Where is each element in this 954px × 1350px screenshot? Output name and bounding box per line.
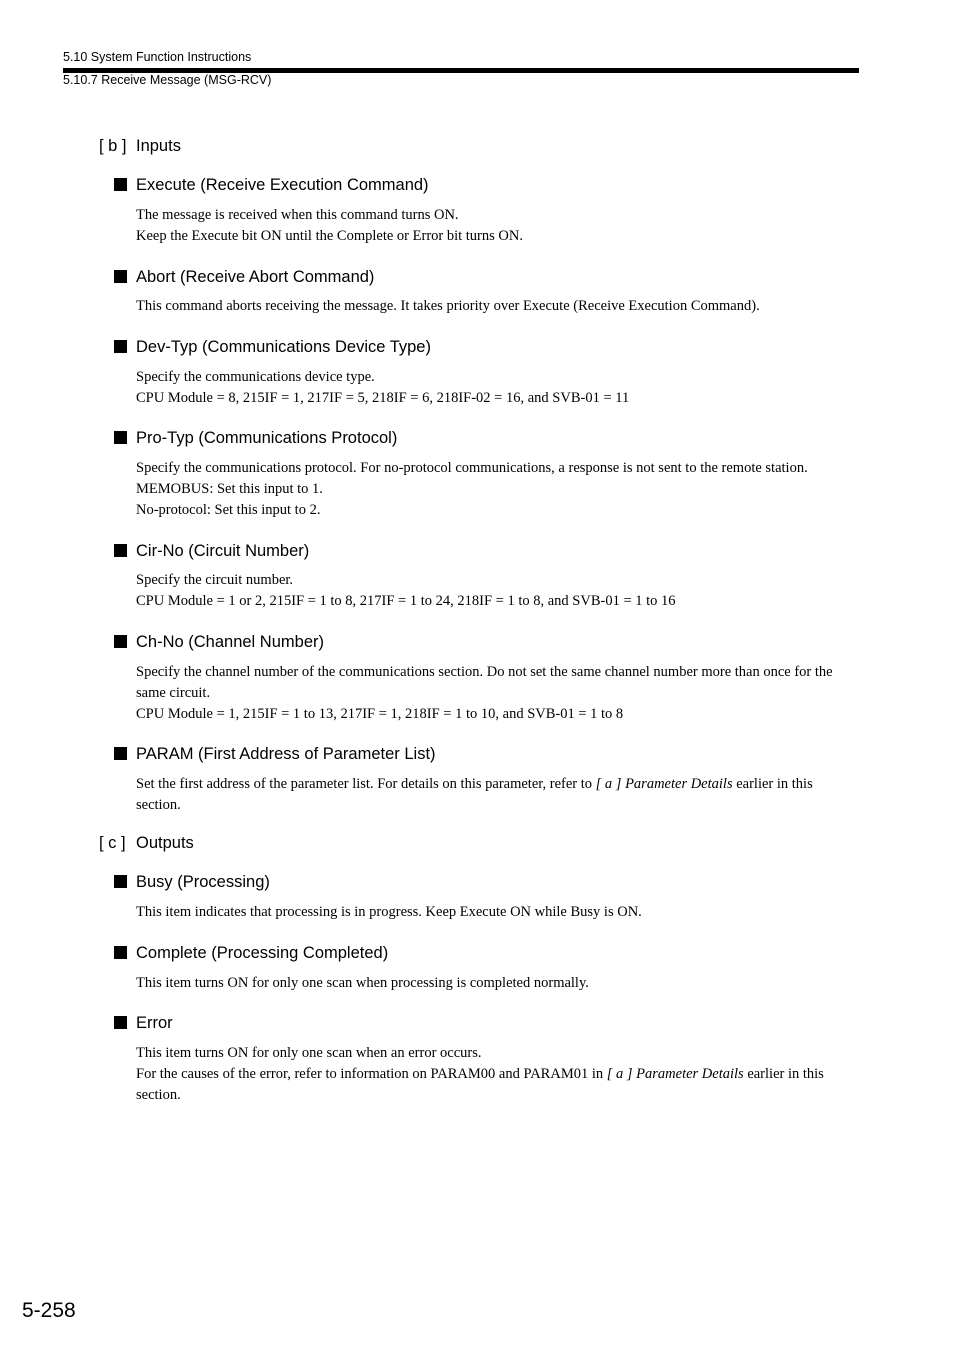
item-title: Dev-Typ (Communications Device Type) [136,338,431,356]
item-heading-devtyp [114,338,431,357]
section-tag: [ c ] [99,834,126,852]
square-bullet-icon [114,875,127,888]
section-heading-outputs [99,834,194,853]
body-text: Set the first address of the parameter list. For details on this parameter, refer to [136,776,596,792]
item-title: Execute (Receive Execution Command) [136,176,429,194]
body-line: CPU Module = 1 or 2, 215IF = 1 to 8, 217IF = 1 to 24, 218IF = 1 to 8, and SVB-01 = 1 to 16 [136,593,676,609]
square-bullet-icon [114,635,127,648]
item-body-execute [136,205,858,247]
body-line: Specify the communications protocol. For no-protocol communications, a response is not sent to the remote station. [136,460,808,476]
item-body-abort [136,296,858,317]
body-text: earlier in this section. [136,1066,824,1103]
body-line: Keep the Execute bit ON until the Complete or Error bit turns ON. [136,228,523,244]
body-line [136,1064,858,1106]
item-body-cirno [136,570,858,612]
item-heading-protyp [114,429,397,448]
item-body-devtyp [136,367,858,409]
item-body-busy [136,902,858,923]
section-title: Inputs [136,137,181,155]
item-body-chno [136,662,858,725]
body-line: CPU Module = 8, 215IF = 1, 217IF = 5, 218IF = 6, 218IF-02 = 16, and SVB-01 = 11 [136,390,630,406]
body-line: MEMOBUS: Set this input to 1. [136,481,323,497]
square-bullet-icon [114,340,127,353]
item-heading-abort [114,268,374,287]
item-heading-chno [114,633,324,652]
item-heading-error [114,1014,173,1033]
square-bullet-icon [114,747,127,760]
square-bullet-icon [114,431,127,444]
body-line: The message is received when this command turns ON. [136,207,459,223]
square-bullet-icon [114,178,127,191]
body-line: This item turns ON for only one scan when processing is completed normally. [136,975,589,991]
header-section-title: 5.10 System Function Instructions [63,50,252,64]
body-line: No-protocol: Set this input to 2. [136,502,321,518]
section-heading-inputs [99,137,181,156]
item-title: Complete (Processing Completed) [136,944,389,962]
parameter-details-reference: [ a ] Parameter Details [606,1066,744,1082]
section-title: Outputs [136,834,194,852]
item-title: Pro-Typ (Communications Protocol) [136,429,398,447]
item-heading-busy [114,873,270,892]
body-line: This command aborts receiving the message. It takes priority over Execute (Receive Execution Command). [136,298,760,314]
body-line: Specify the communications device type. [136,369,375,385]
item-title: Ch-No (Channel Number) [136,633,324,651]
body-text: earlier in this section. [136,776,813,813]
body-line: Specify the channel number of the communications section. Do not set the same channel number more than once for the same circuit. [136,664,833,701]
body-line: This item indicates that processing is in progress. Keep Execute ON while Busy is ON. [136,904,642,920]
item-body-error [136,1043,858,1106]
square-bullet-icon [114,1016,127,1029]
item-title: Abort (Receive Abort Command) [136,268,375,286]
item-body-param [136,774,858,816]
item-body-complete [136,973,858,994]
body-line [136,774,858,816]
square-bullet-icon [114,544,127,557]
body-line: CPU Module = 1, 215IF = 1 to 13, 217IF = 1, 218IF = 1 to 10, and SVB-01 = 1 to 8 [136,706,624,722]
item-title: PARAM (First Address of Parameter List) [136,745,436,763]
section-tag: [ b ] [99,137,127,155]
parameter-details-reference: [ a ] Parameter Details [595,776,733,792]
item-heading-cirno [114,542,309,561]
item-body-protyp [136,458,858,521]
header-subsection-title: 5.10.7 Receive Message (MSG-RCV) [63,73,272,87]
body-line: This item turns ON for only one scan when an error occurs. [136,1045,482,1061]
item-title: Cir-No (Circuit Number) [136,542,310,560]
page-number: 5-258 [22,1299,76,1322]
item-heading-execute [114,176,429,195]
square-bullet-icon [114,946,127,959]
item-heading-param [114,745,436,764]
item-title: Error [136,1014,173,1032]
item-heading-complete [114,944,388,963]
item-title: Busy (Processing) [136,873,270,891]
square-bullet-icon [114,270,127,283]
body-line: Specify the circuit number. [136,572,294,588]
body-text: For the causes of the error, refer to information on PARAM00 and PARAM01 in [136,1066,607,1082]
